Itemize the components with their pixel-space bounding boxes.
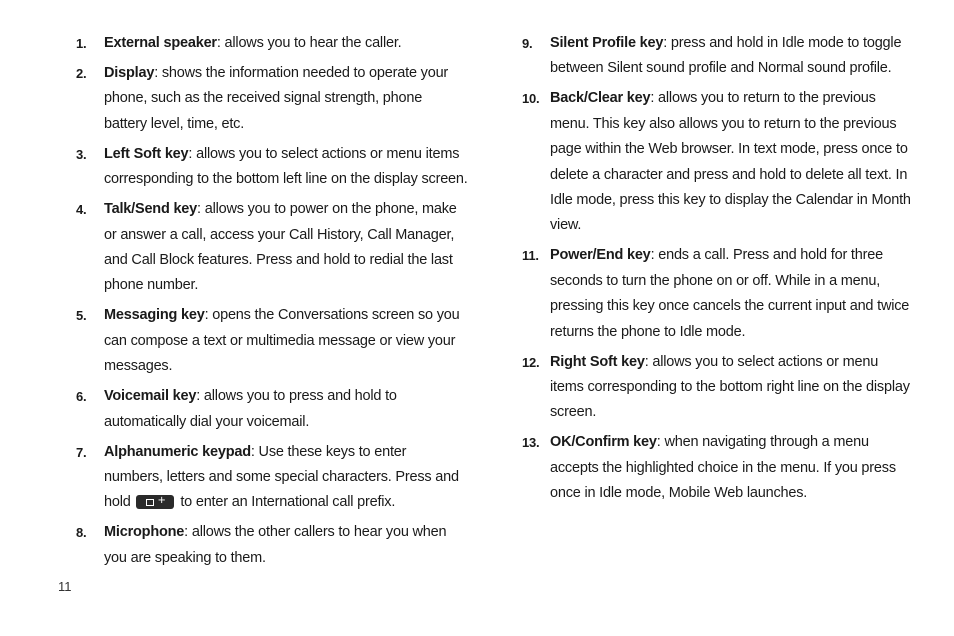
item-body <box>104 197 468 299</box>
list-item <box>522 86 914 238</box>
item-term: Display <box>104 65 155 81</box>
item-body <box>104 31 468 56</box>
item-body <box>550 86 914 238</box>
item-body <box>104 440 468 516</box>
item-term: Talk/Send key <box>104 201 198 218</box>
item-number: 11. <box>522 248 539 264</box>
page-number: 11 <box>58 579 72 594</box>
item-body <box>550 243 914 345</box>
item-number: 1. <box>76 36 87 51</box>
item-text: : allows you to power on the phone, make or answer a call, access your Call History, Call Manager, and Call Block features. Press and hold to redial the last phone number. <box>104 201 457 294</box>
item-text: : press and hold in Idle mode to toggle between Silent sound profile and Normal sound profile. <box>550 35 902 77</box>
item-number: 10. <box>522 91 540 107</box>
item-body <box>104 384 468 435</box>
item-text: : shows the information needed to operate your phone, such as the received signal strength, phone battery level, time, etc. <box>104 65 449 132</box>
left-column <box>76 31 468 576</box>
item-text: : allows you to select actions or menu items corresponding to the bottom left line on the display screen. <box>104 145 468 188</box>
item-number: 5. <box>76 308 87 324</box>
item-number: 9. <box>522 36 533 51</box>
item-number: 7. <box>76 444 87 460</box>
item-term: Messaging key <box>104 307 205 324</box>
list-item <box>76 384 468 435</box>
item-number: 2. <box>76 66 87 81</box>
list-item <box>522 31 914 82</box>
item-text: : allows you to select actions or menu items corresponding to the bottom right line on the display screen. <box>550 353 910 421</box>
item-number: 13. <box>522 435 540 451</box>
item-text: : when navigating through a menu accepts the highlighted choice in the menu. If you press once in Idle mode, Mobile Web launches. <box>550 434 896 502</box>
list-item <box>522 350 914 426</box>
list-item <box>76 31 468 56</box>
item-text: : ends a call. Press and hold for three seconds to turn the phone on or off. While in a menu, pressing this key once cancels the current input and twice returns the phone to Idle mode. <box>550 247 910 340</box>
list-item <box>76 303 468 379</box>
item-number: 6. <box>76 389 87 405</box>
item-text: : Use these keys to enter numbers, letters and some special characters. Press and hold <box>104 443 459 511</box>
item-term: Power/End key <box>550 247 651 264</box>
item-body <box>550 350 914 426</box>
item-text: : allows you to press and hold to automatically dial your voicemail. <box>104 388 397 430</box>
item-term: OK/Confirm key <box>550 434 657 451</box>
item-number: 12. <box>522 354 540 370</box>
item-term: Alphanumeric keypad <box>104 443 251 460</box>
item-term: Microphone <box>104 524 185 541</box>
item-term: Silent Profile key <box>550 35 664 51</box>
item-term: Back/Clear key <box>550 90 651 107</box>
item-body <box>550 31 914 82</box>
list-item <box>522 430 914 506</box>
item-body <box>104 61 468 137</box>
item-text: : opens the Conversations screen so you can compose a text or multimedia message or view your messages. <box>104 307 460 375</box>
list-item <box>76 440 468 516</box>
zero-plus-key-icon: + <box>136 495 174 509</box>
list-item <box>76 142 468 193</box>
list-item <box>76 520 468 571</box>
item-body <box>104 142 468 193</box>
item-term: Left Soft key <box>104 145 189 162</box>
item-number: 4. <box>76 202 87 218</box>
list-item <box>522 243 914 345</box>
item-term: Right Soft key <box>550 353 645 370</box>
item-text: : allows you to hear the caller. <box>216 35 402 51</box>
item-text: : allows you to return to the previous menu. This key also allows you to return to the previous page within the Web browser. In text mode, press once to delete a character and press and hold to delete all text. In Idle mode, press this key to display the Calendar in Month view. <box>550 90 911 234</box>
item-number: 8. <box>76 525 87 541</box>
list-item <box>76 197 468 299</box>
list-item <box>76 61 468 137</box>
item-text: : allows the other callers to hear you when you are speaking to them. <box>104 524 447 566</box>
item-body <box>104 303 468 379</box>
right-column <box>522 31 914 511</box>
item-body <box>104 520 468 571</box>
item-number: 3. <box>76 146 87 162</box>
item-term: Voicemail key <box>104 388 197 405</box>
item-body <box>550 430 914 506</box>
item-text-after: to enter an International call prefix. <box>180 494 396 511</box>
item-term: External speaker <box>104 35 217 51</box>
